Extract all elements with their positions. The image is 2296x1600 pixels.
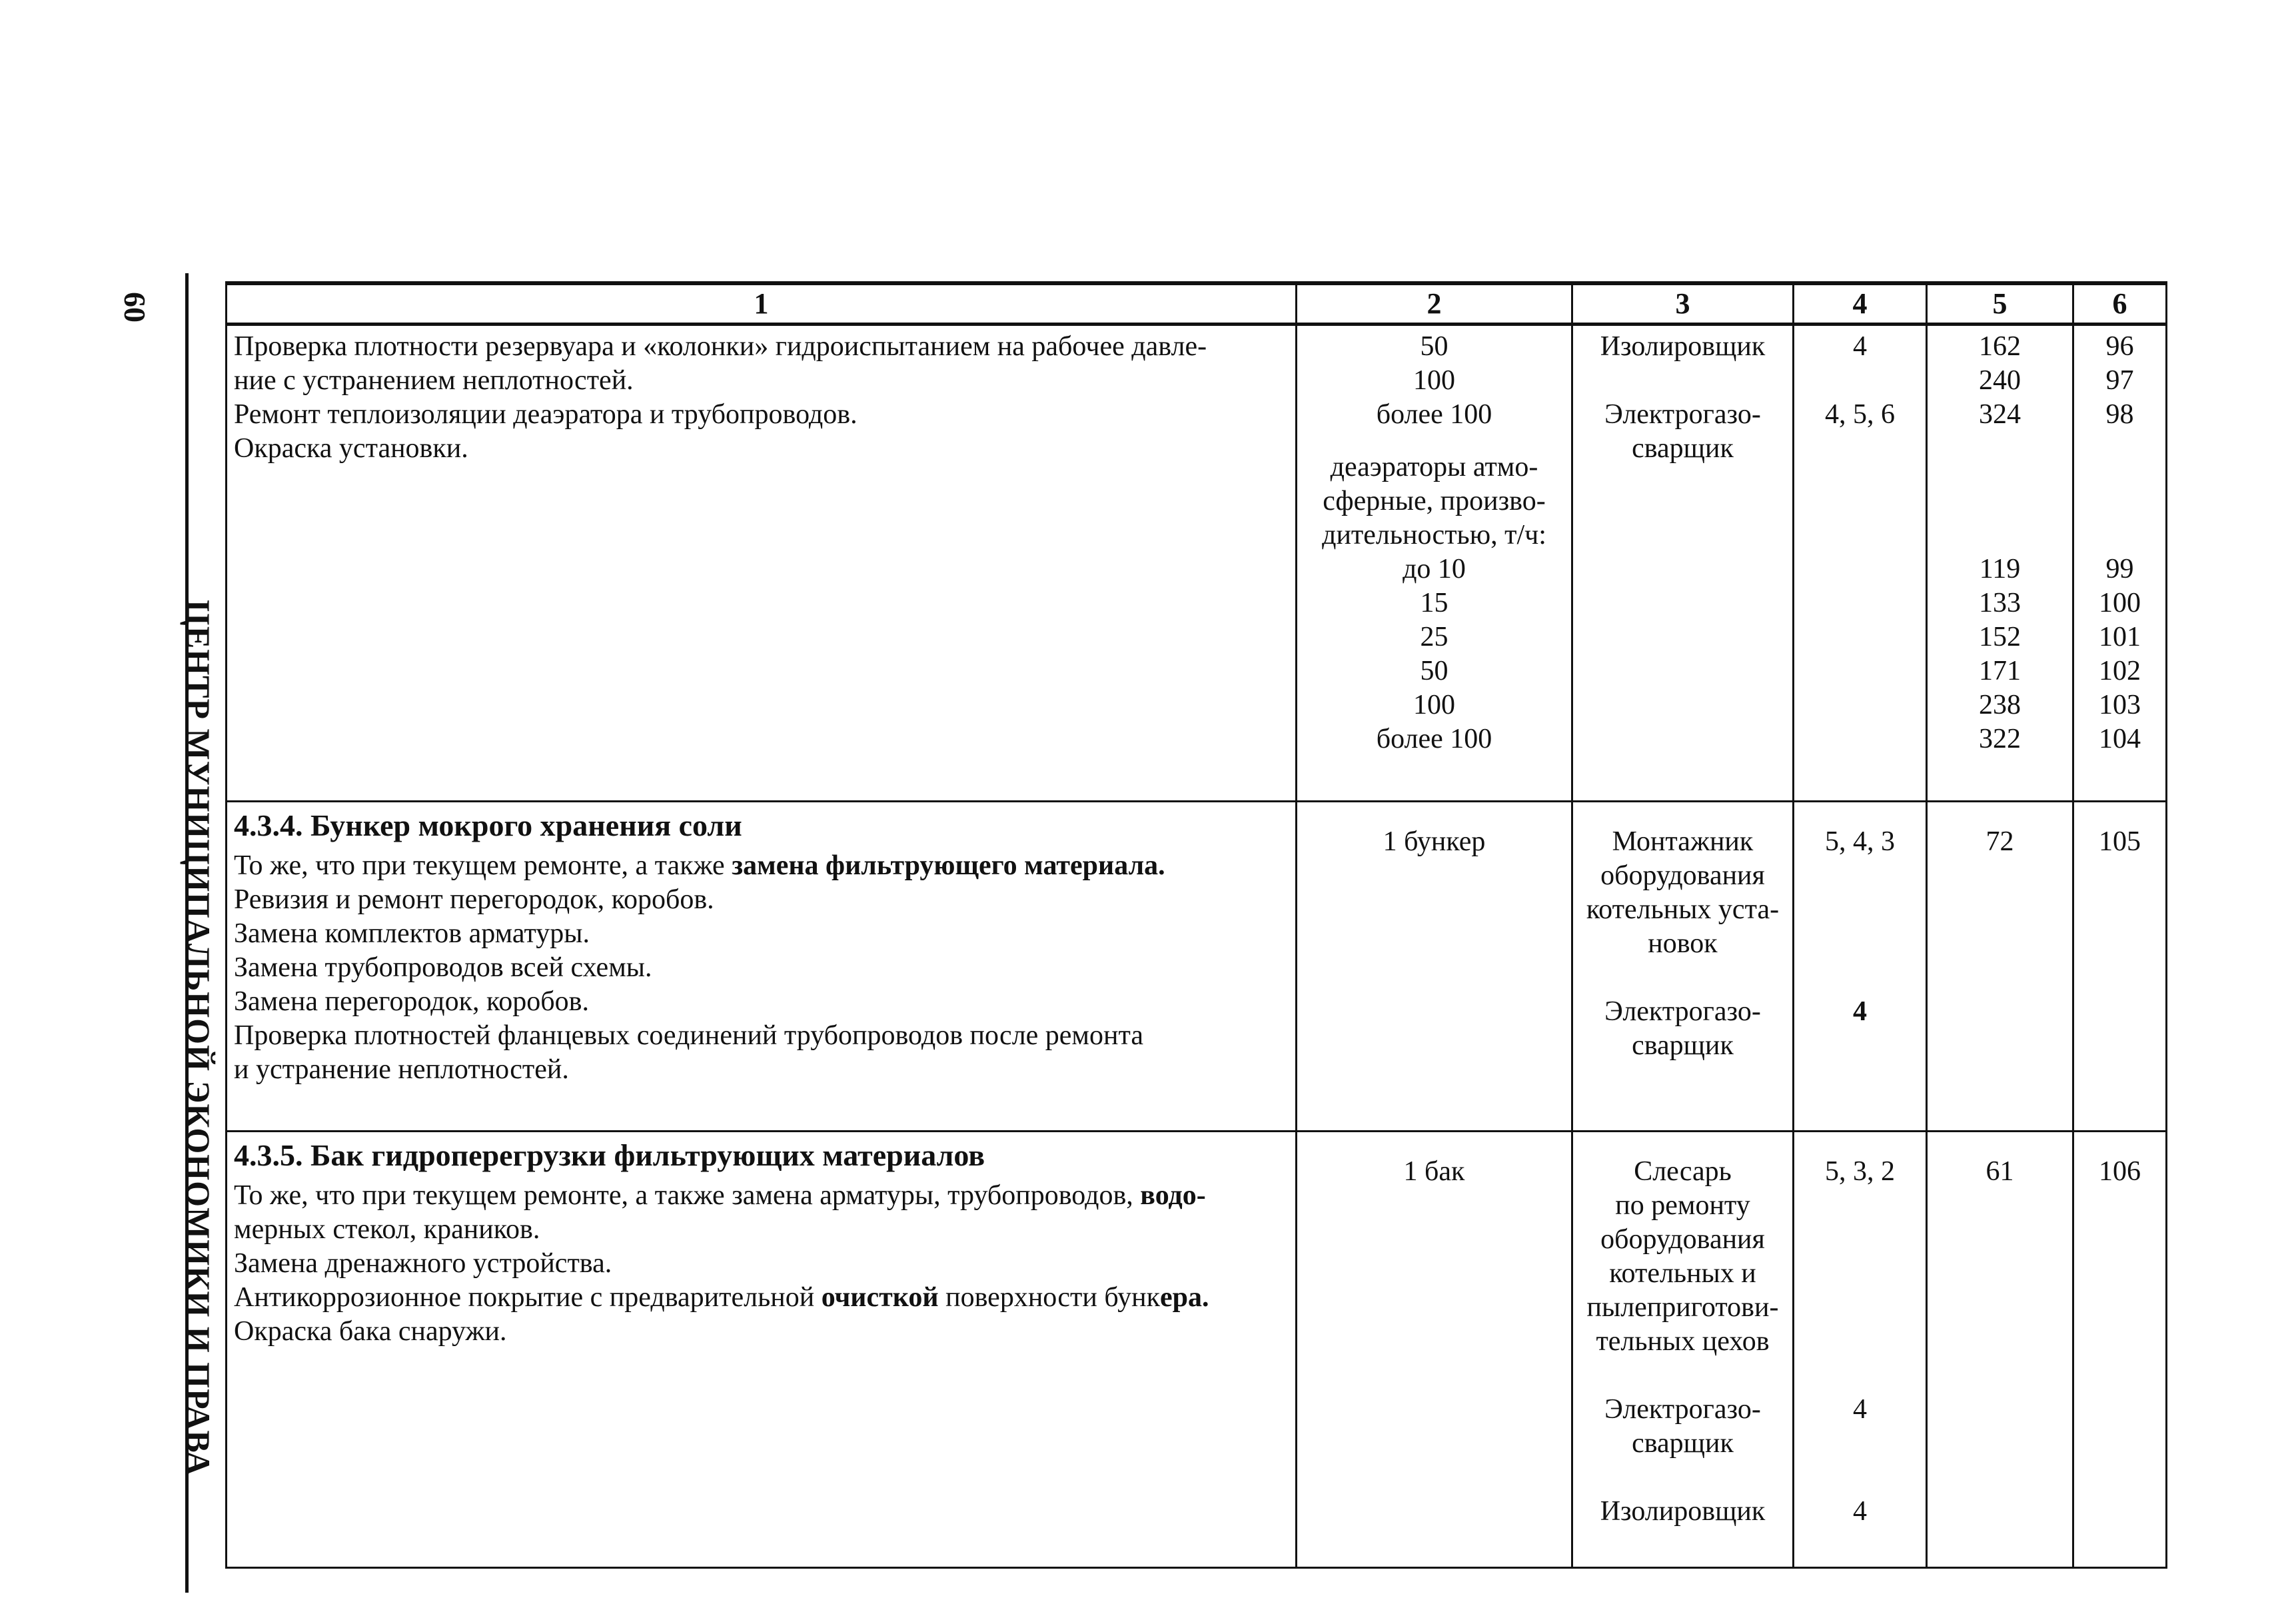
time-norm (1927, 802, 2073, 1132)
profession-name: тельных цехов (1596, 1326, 1770, 1357)
profession-name: новок (1648, 928, 1718, 959)
description-text: поверхности бунк (938, 1282, 1160, 1313)
norm-value: 324 (1979, 399, 2021, 430)
grade (1794, 325, 1927, 802)
work-description (227, 1132, 1297, 1568)
column-header-3: 3 (1572, 283, 1794, 325)
profession-name: Изолировщик (1600, 331, 1766, 362)
table-row (227, 802, 2167, 1132)
capacity-caption: дительностью, т/ч: (1322, 520, 1546, 550)
grade-value: 5, 3, 2 (1825, 1156, 1895, 1187)
description-text: То же, что при текущем ремонте, а также замена арматуры, трубопроводов, (234, 1180, 1141, 1211)
profession (1572, 325, 1794, 802)
norm-number-value: 99 (2105, 554, 2134, 584)
norm-value: 171 (1979, 656, 2021, 686)
norm-number-value: 100 (2099, 588, 2141, 618)
profession (1572, 802, 1794, 1132)
grade (1794, 1132, 1927, 1568)
description-line (234, 849, 1289, 883)
description-emphasis: очисткой (821, 1282, 939, 1313)
column-header-2: 2 (1297, 283, 1572, 325)
table-row (227, 1132, 2167, 1568)
column-header-1: 1 (227, 283, 1297, 325)
description-line: и устранение неплотностей. (234, 1054, 569, 1085)
description-line: Замена комплектов арматуры. (234, 918, 590, 949)
norm-value: 238 (1979, 690, 2021, 720)
section-title: 4.3.5. Бак гидроперегрузки фильтрующих материалов (234, 1138, 985, 1172)
grade-value: 4 (1853, 1394, 1867, 1425)
norm-value: 119 (1979, 554, 2021, 584)
description-text: То же, что при текущем ремонте, а также (234, 850, 732, 881)
measurement-unit (1297, 1132, 1572, 1568)
time-norm (1927, 325, 2073, 802)
capacity-caption: сферные, произво- (1323, 486, 1546, 516)
grade-value: 4, 5, 6 (1825, 399, 1895, 430)
norms-table (225, 281, 2167, 1569)
profession-name: оборудования (1600, 860, 1765, 891)
description-line: Замена перегородок, коробов. (234, 986, 589, 1017)
norm-value: 133 (1979, 588, 2021, 618)
grade-value: 5, 4, 3 (1825, 826, 1895, 857)
profession-name: Электрогазо- (1604, 399, 1761, 430)
description-line: Замена трубопроводов всей схемы. (234, 952, 652, 983)
norm-value: 162 (1979, 331, 2021, 362)
capacity-value: 100 (1413, 690, 1455, 720)
description-text: Антикоррозионное покрытие с предварительной (234, 1282, 822, 1313)
capacity-value: 50 (1420, 331, 1448, 362)
column-header-5: 5 (1927, 283, 2073, 325)
profession-name: Изолировщик (1600, 1496, 1766, 1527)
capacity-value: 100 (1413, 365, 1455, 396)
column-header-4: 4 (1794, 283, 1927, 325)
measurement-unit (1297, 802, 1572, 1132)
description-line (234, 1179, 1289, 1213)
column-header-6: 6 (2073, 283, 2167, 325)
measurement-unit (1297, 325, 1572, 802)
capacity-value: 15 (1420, 588, 1448, 618)
norm-number-value: 101 (2099, 622, 2141, 652)
norm-number (2073, 802, 2167, 1132)
meter-value: 1 бункер (1383, 826, 1486, 857)
description-line: мерных стекол, краников. (234, 1214, 540, 1245)
description-line: Окраска бака снаружи. (234, 1316, 507, 1347)
description-emphasis: замена фильтрующего материала. (732, 850, 1165, 881)
profession-name: сварщик (1632, 1428, 1734, 1459)
profession-name: Электрогазо- (1604, 996, 1761, 1027)
profession-name: пылеприготови- (1586, 1292, 1779, 1323)
profession-name: сварщик (1632, 1030, 1734, 1061)
profession-name: оборудования (1600, 1224, 1765, 1255)
meter-value: 1 бак (1403, 1156, 1465, 1187)
work-description (227, 802, 1297, 1132)
norm-number-value: 97 (2105, 365, 2134, 396)
grade-value: 4 (1853, 1496, 1867, 1527)
profession-name: котельных уста- (1586, 894, 1780, 925)
table-header-row (227, 283, 2167, 325)
description-line: ние с устранением неплотностей. (234, 365, 634, 396)
norm-value: 61 (1986, 1156, 2014, 1187)
description-line: Ревизия и ремонт перегородок, коробов. (234, 884, 714, 915)
norm-number-value: 96 (2105, 331, 2134, 362)
description-emphasis: ера. (1159, 1282, 1209, 1313)
norm-number-value: 103 (2099, 690, 2141, 720)
capacity-value: более 100 (1376, 724, 1492, 754)
profession-name: Слесарь (1634, 1156, 1732, 1187)
norm-number (2073, 325, 2167, 802)
capacity-value: до 10 (1403, 554, 1466, 584)
norm-number (2073, 1132, 2167, 1568)
capacity-value: 25 (1420, 622, 1448, 652)
norm-number-value: 105 (2099, 826, 2141, 857)
grade-value: 4 (1853, 996, 1867, 1027)
grade-value: 4 (1853, 331, 1867, 362)
description-line: Окраска установки. (234, 433, 468, 464)
section-title: 4.3.4. Бункер мокрого хранения соли (234, 808, 742, 842)
profession-name: Монтажник (1612, 826, 1754, 857)
time-norm (1927, 1132, 2073, 1568)
profession-name: по ремонту (1615, 1190, 1750, 1221)
norm-value: 322 (1979, 724, 2021, 754)
norm-number-value: 102 (2099, 656, 2141, 686)
norm-number-value: 104 (2099, 724, 2141, 754)
description-line: Проверка плотности резервуара и «колонки» гидроиспытанием на рабочее давле- (234, 331, 1207, 362)
capacity-value: более 100 (1376, 399, 1492, 430)
description-emphasis: водо- (1140, 1180, 1206, 1211)
profession-name: Электрогазо- (1604, 1394, 1761, 1425)
profession-name: котельных и (1609, 1258, 1756, 1289)
grade (1794, 802, 1927, 1132)
norm-number-value: 106 (2099, 1156, 2141, 1187)
running-header: ЦЕНТР МУНИЦИПАЛЬНОЙ ЭКОНОМИКИ И ПРАВА (180, 600, 217, 1476)
norm-value: 152 (1979, 622, 2021, 652)
capacity-caption: деаэраторы атмо- (1330, 452, 1538, 482)
capacity-value: 50 (1420, 656, 1448, 686)
norm-number-value: 98 (2105, 399, 2134, 430)
work-description (227, 325, 1297, 802)
table-row (227, 325, 2167, 802)
profession (1572, 1132, 1794, 1568)
description-line: Замена дренажного устройства. (234, 1248, 612, 1279)
description-line: Ремонт теплоизоляции деаэратора и трубопроводов. (234, 399, 858, 430)
page-number: 60 (118, 292, 152, 323)
description-line: Проверка плотностей фланцевых соединений трубопроводов после ремонта (234, 1020, 1143, 1051)
profession-name: сварщик (1632, 433, 1734, 464)
norm-value: 240 (1979, 365, 2021, 396)
norm-value: 72 (1986, 826, 2014, 857)
description-line (234, 1281, 1289, 1315)
